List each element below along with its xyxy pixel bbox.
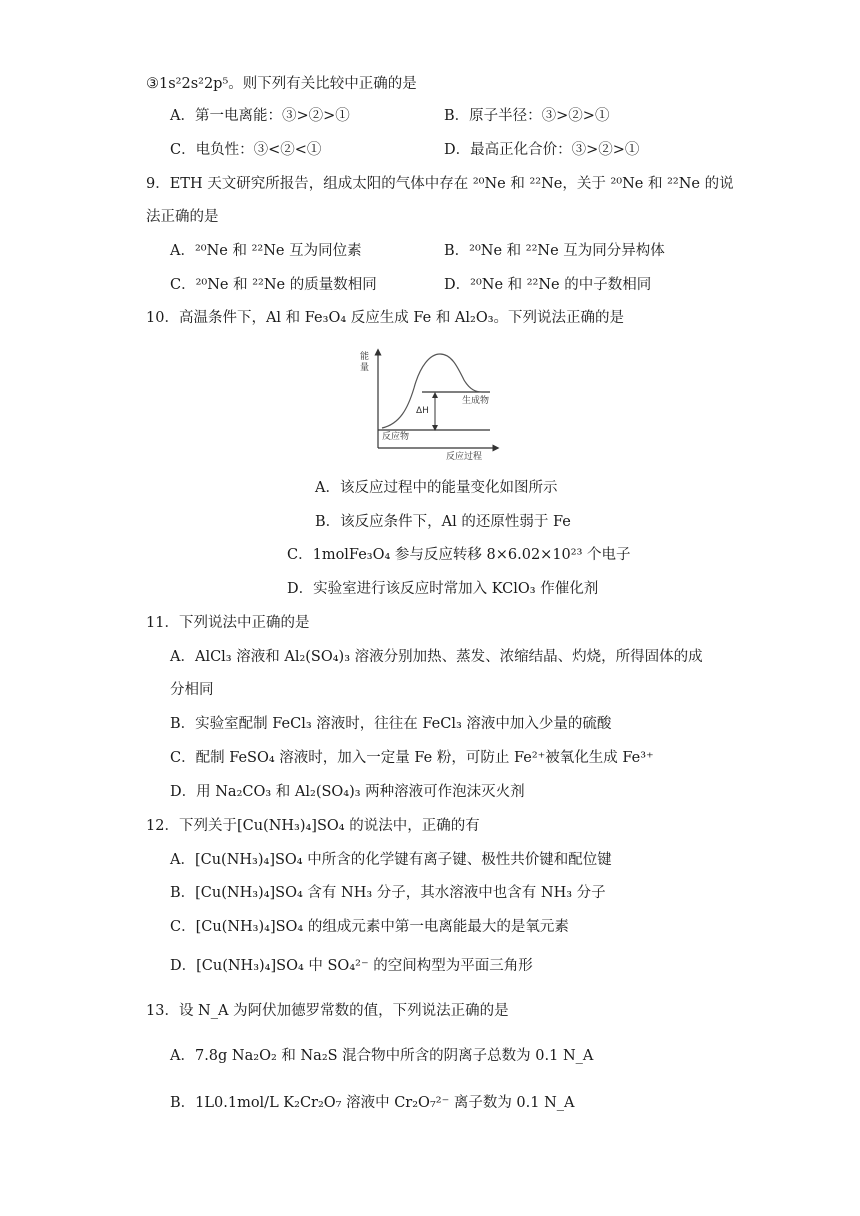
q8-stem-line: ③1s²2s²2p⁵。则下列有关比较中正确的是 <box>146 76 417 92</box>
q10-stem: 10．高温条件下，Al 和 Fe₃O₄ 反应生成 Fe 和 Al₂O₃。下列说法正确的是 <box>146 310 625 326</box>
q11-option-a-line2: 分相同 <box>170 682 214 698</box>
q12-stem: 12．下列关于[Cu(NH₃)₄]SO₄ 的说法中，正确的有 <box>146 818 480 834</box>
q9-option-b: B．²⁰Ne 和 ²²Ne 互为同分异构体 <box>444 243 665 259</box>
q10-option-a: A．该反应过程中的能量变化如图所示 <box>315 480 558 496</box>
q11-option-a-line1: A．AlCl₃ 溶液和 Al₂(SO₄)₃ 溶液分别加热、蒸发、浓缩结晶、灼烧，所得固体的成 <box>170 649 703 665</box>
q9-option-d: D．²⁰Ne 和 ²²Ne 的中子数相同 <box>444 277 652 293</box>
q8-option-d: D．最高正化合价：③>②>① <box>444 142 640 158</box>
q8-option-a: A．第一电离能：③>②>① <box>170 108 350 124</box>
delta-h-label: ΔH <box>416 406 429 416</box>
q9-option-c: C．²⁰Ne 和 ²²Ne 的质量数相同 <box>170 277 377 293</box>
q10-option-c: C．1molFe₃O₄ 参与反应转移 8×6.02×10²³ 个电子 <box>287 547 631 563</box>
q9-stem-line1: 9．ETH 天文研究所报告，组成太阳的气体中存在 ²⁰Ne 和 ²²Ne，关于 ²⁰Ne 和 ²²Ne 的说 <box>146 176 734 192</box>
energy-diagram <box>360 348 500 466</box>
reactant-label: 反应物 <box>382 432 410 442</box>
q11-option-b: B．实验室配制 FeCl₃ 溶液时，往往在 FeCl₃ 溶液中加入少量的硫酸 <box>170 716 612 732</box>
q10-option-b: B．该反应条件下，Al 的还原性弱于 Fe <box>315 514 571 530</box>
q11-option-c: C．配制 FeSO₄ 溶液时，加入一定量 Fe 粉，可防止 Fe²⁺被氧化生成 Fe³⁺ <box>170 750 654 766</box>
x-axis-label: 反应过程 <box>446 452 483 462</box>
q8-option-c: C．电负性：③<②<① <box>170 142 322 158</box>
q12-option-c: C．[Cu(NH₃)₄]SO₄ 的组成元素中第一电离能最大的是氧元素 <box>170 919 569 935</box>
q12-option-b: B．[Cu(NH₃)₄]SO₄ 含有 NH₃ 分子，其水溶液中也含有 NH₃ 分子 <box>170 885 606 901</box>
q9-option-a: A．²⁰Ne 和 ²²Ne 互为同位素 <box>170 243 362 259</box>
q10-option-d: D．实验室进行该反应时常加入 KClO₃ 作催化剂 <box>287 581 599 597</box>
q9-stem-line2: 法正确的是 <box>146 209 219 225</box>
q13-stem: 13．设 N_A 为阿伏加德罗常数的值，下列说法正确的是 <box>146 1003 509 1019</box>
energy-diagram-svg <box>360 348 500 466</box>
q13-option-a: A．7.8g Na₂O₂ 和 Na₂S 混合物中所含的阴离子总数为 0.1 N_A <box>170 1048 594 1064</box>
q11-stem: 11．下列说法中正确的是 <box>146 615 310 631</box>
product-label: 生成物 <box>462 396 490 406</box>
q12-option-a: A．[Cu(NH₃)₄]SO₄ 中所含的化学键有离子键、极性共价键和配位键 <box>170 852 612 868</box>
q8-option-b: B．原子半径：③>②>① <box>444 108 610 124</box>
q13-option-b: B．1L0.1mol/L K₂Cr₂O₇ 溶液中 Cr₂O₇²⁻ 离子数为 0.1 N_A <box>170 1095 575 1111</box>
y-axis-label: 能量 <box>360 352 370 373</box>
q12-option-d: D．[Cu(NH₃)₄]SO₄ 中 SO₄²⁻ 的空间构型为平面三角形 <box>170 958 533 974</box>
energy-curve <box>382 354 482 428</box>
q11-option-d: D．用 Na₂CO₃ 和 Al₂(SO₄)₃ 两种溶液可作泡沫灭火剂 <box>170 784 525 800</box>
